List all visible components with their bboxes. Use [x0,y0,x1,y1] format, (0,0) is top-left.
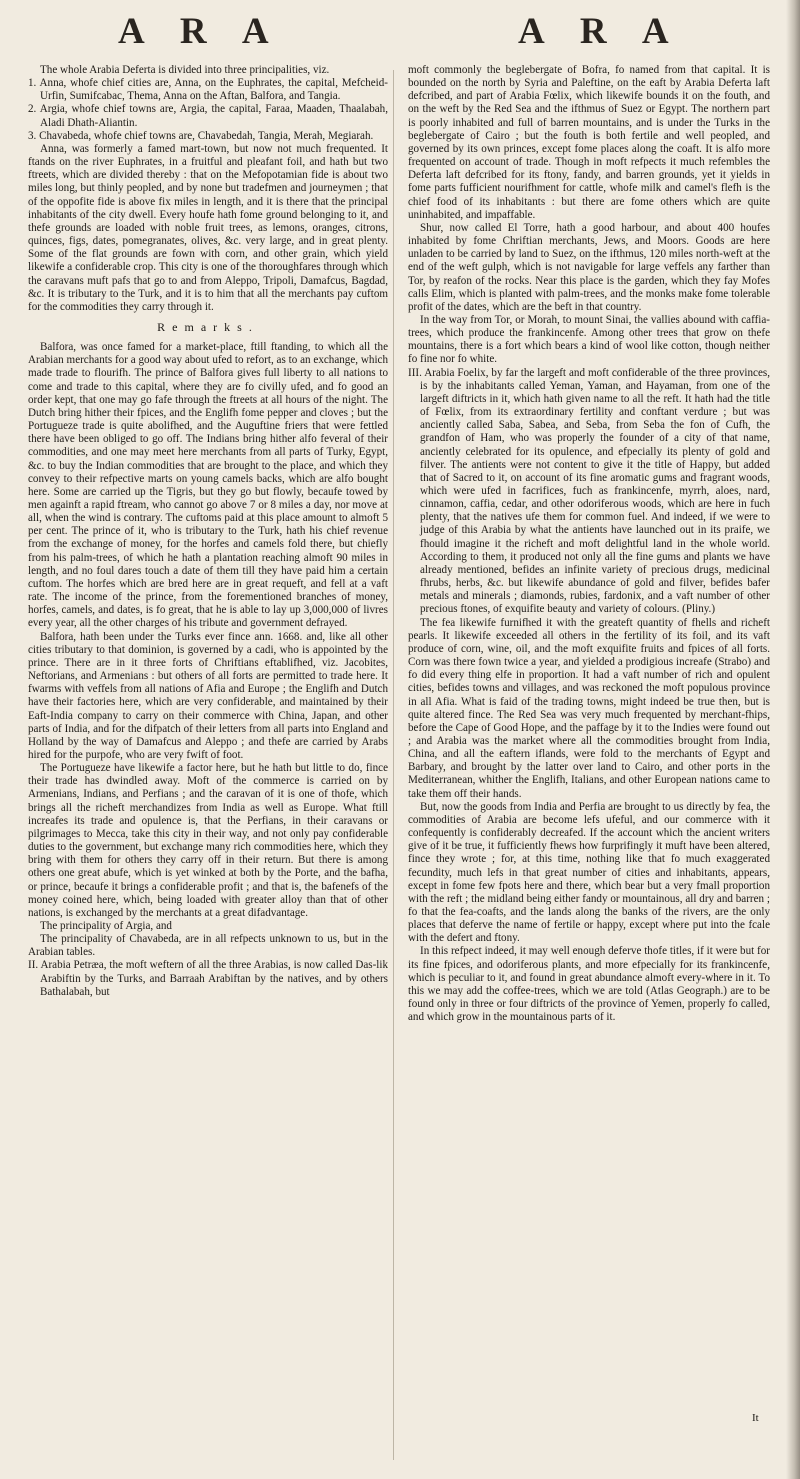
left-paragraph: Anna, was formerly a famed mart-town, but now not much frequented. It ftands on the river Euphrates, in a fruitful and pleafant foil, and hath but two ftreets, which are divided thereby : that on the Mefopotamian fide is about two miles long, but thinly peopled, and by none but tradefmen and journeymen ; that of the oppofite fide is above fix miles in length, and it is there that the principal inhabitants of the city dwell. Every houfe hath fome ground belonging to it, and thefe grounds are loaded with noble fruit trees, as lemons, oranges, citrons, quinces, figs, dates, pomegranates, olives, &c. very large, and in great plenty. Some of the flat grounds are fown with corn, and other grain, which yield likewife a confiderable crop. This city is one of the thoroughfares through which the caravans muft pafs that go to and from Aleppo, Tripoli, Damafcus, Bagdad, &c. It is tributary to the Turk, and it is to him that all the merchants pay cuftom for the commodities they carry through it. [28,142,388,313]
left-paragraph: The principality of Argia, and [40,920,172,932]
right-paragraph: Shur, now called El Torre, hath a good harbour, and about 400 houfes inhabited by fome Chriftian merchants, Jews, and Moors. Goods are here unladen to be carried by land to Suez, on the ifthmus, 120 miles north-weft at the end of the weft gulph, which is not navigable for large veffels any farther than Tor, by reafon of the rocks. Near this place is the garden, which they fay Mofes calls Elim, which is planted with palm-trees, and the monks make fome tolerable profit of the dates, which are the beft in that country. [408,221,770,313]
left-paragraph: Balfora, was once famed for a market-place, ftill ftanding, to which all the Arabian merchants for a good way about ufed to refort, as to an exchange, which made trade to flourifh. The prince of Balfora gives full liberty to all nations to come and trade to this capital, where they are fo civilly ufed, and fo good an order kept, that one may go fafe through the ftreets at all hours of the night. The Dutch bring hither their fpices, and the Englifh fome pepper and cloves ; but the Portugueze trade is quite abolifhed, and the Auguftine friers that were fettled there have been obliged to go off. The Indians bring hither alfo feveral of their commodities, and one may meet here merchants from all parts of Turky, Egypt, &c. to buy the Indian commodities that are brought to the place, and which they convey to their refpective marts on young camels backs, which are alfo bought here. Some are carried up the Tigris, but they go but flowly, becaufe towed by men againft a rapid ftream, who cannot go above 7 or 8 miles a day, nor move at all, when the wind is contrary. The cuftoms paid at this place amount to almoft 5 per cent. The prince of it, who is tributary to the Turk, hath his chief revenue from the exchange of money, for the horfes and camels fold there, but chiefly from his palm-trees, of which he hath a plantation reaching almoft 90 miles in length, and no foul dares touch a date of them till they have paid him a certain cuftom. The horfes which are bred here are in great requeft, and fell at a vaft rate. The income of the prince, from the forementioned branches of money, horfes, camels, and dates, is fo great, that he is able to lay up 3,000,000 of livres every year, all the other charges of his tribute and government defrayed. [28,341,388,630]
left-paragraph: Balfora, hath been under the Turks ever fince ann. 1668. and, like all other cities tributary to that dominion, is governed by a cadi, who is appointed by the prince. There are in it three forts of Chriftians eftablifhed, viz. Jacobites, Neftorians, and Armenians : but others of all forts are permitted to trade here. It fwarms with veffels from all nations of Afia and Europe ; the Englifh and Dutch have their factories here, which are very confiderable, and maintained by their Eaft-India company to carry on their commerce with China, Japan, and other parts of India, and for the difpatch of their letters from all parts into England and Holland by the way of Damafcus and Aleppo ; and thefe are carried by Arabs hired for the purpofe, who are very fwift of foot. [28,630,388,761]
right-column [408,64,770,1464]
left-paragraph: II. Arabia Petræa, the moft weftern of all the three Arabias, is now called Das-lik Arabiftin by the Turks, and Barraah Arabiftan by the natives, and by others Bathalabah, but [28,959,388,998]
right-paragraph: In the way from Tor, or Morah, to mount Sinai, the vallies abound with caffia-trees, which produce the frankincenfe. Among other trees that grow on thefe mountains, there is a fort which bears a kind of wool like cotton, though neither fo fine nor fo white. [408,313,770,366]
right-paragraph: moft commonly the beglebergate of Bofra, fo named from that capital. It is bounded on the north by Syria and Paleftine, on the eaft by Arabia Deferta laft defcribed, and part of Arabia Fœlix, which likewife bounds it on the fouth, and on the weft by the Red Sea and the ifthmus of Suez or Egypt. The northern part is poorly inhabited and full of barren mountains, and is under the Turks in the beglebergate of Cairo ; but the fouth is both fertile and well peopled, and governed by its own princes, except fome places along the coaft. It is alfo more frequented on account of trade. Though in moft refpects it much refembles the Deferta laft defcribed for its ftony, fandy, and barren grounds, yet it yields in fome parts fufficient nourifhment for cattle, whofe milk and camel's flefh is the chief food of its inhabitants : but there are fome others which are quite uninhabited, and impaffable. [408,64,770,221]
running-head [0,10,800,60]
left-paragraph: The Portugueze have likewife a factor here, but he hath but little to do, fince their trade has dwindled away. Moft of the commerce is carried on by Armenians, Indians, and Perfians ; and the caravan of it is one of thofe, which brings all the richeft merchandizes from India as well as Europe. What ftill increafes its trade and opulence is, that the Perfians, in their caravans or pilgrimages to Mecca, take this city in their way, and not only pay confiderable duties to the government, but exchange many rich commodities here, which they bring with them for others they carry off in their return. But there is among others one great abufe, which is yet winked at both by the Porte, and the bafha, or prince, becaufe it brings a confiderable profit ; and that is, the bafenefs of the money coined here, which, being loaded with greater alloy than that of other nations, is exchanged by the merchants at a great difadvantage. [28,762,388,919]
left-paragraph: 1. Anna, whofe chief cities are, Anna, on the Euphrates, the capital, Mefcheid-Urfin, Sumifcabac, Thema, Anna on the Aftan, Balfora, and Tangia. [28,77,388,103]
left-paragraph: 2. Argia, whofe chief towns are, Argia, the capital, Faraa, Maaden, Thaalabah, Aladi Dhath-Aliantin. [28,103,388,129]
left-paragraph: The principality of Chavabeda, are in all refpects unknown to us, but in the Arabian tables. [28,933,388,959]
running-head-left: A R A [118,11,283,52]
right-paragraph: The fea likewife furnifhed it with the greateft quantity of fhells and richeft pearls. It likewife exceeded all others in the fertility of its foil, and its vaft produce of corn, wine, oil, and the moft exquifite fruits and fpices of all forts. Corn was there fown twice a year, and yielded a prodigious increafe (Strabo) and fo did every thing elfe in proportion. It had a vaft number of rich and opulent cities, befides towns and villages, and was reckoned the moft populous province in all Afia. What is faid of the trading towns, might indeed be true then, but is quite altered fince. The Red Sea was very much frequented by merchant-fhips, before the Cape of Good Hope, and the paffage by it to the Indies were found out ; and Arabia was the market where all the commodities brought from India, China, and all the eaftern iflands, were fold to the merchants of Egypt and Barbary, and brought by the latter over land to Cairo, and other ports in the Mediterranean, whither the Englifh, Italians, and other European nations came to take them off their hands. [408,616,770,800]
right-paragraph: III. Arabia Foelix, by far the largeft and moft confiderable of the three provinces, is by the inhabitants called Yeman, Yaman, and Hayaman, from one of the largeft diftricts in it, which hath given name to all the reft. It hath had the title of Fœlix, from its extraordinary fertility and conftant verdure ; but was anciently called Saba, Sabea, and Seba, from Seba the fon of Cufh, the grandfon of Ham, who was properly the founder of a city of that name, anciently celebrated for its opulence, and efpecially its plenty of gold and filver. The antients were not content to give it the title of Happy, but added that of Sacred to it, on account of its fine aromatic gums and fragrant woods, which were ufed in facrifices, fuch as frankincenfe, myrrh, aloes, nard, cinnamon, caffia, cedar, and other odoriferous woods, which are here in fuch plenty, that the natives ufe them for common fuel. And indeed, if we were to judge of this Arabia by what the antients have launched out in its praife, we fhould imagine it the richeft and moft delightful land in the whole world. According to them, it produced not only all the fine gums and plants we have already mentioned, befides an infinite variety of precious drugs, medicinal fhrubs, herbs, &c. but likewife abundance of gold and filver, befides bafer metals and minerals ; diamonds, rubies, fardonix, and a vaft number of other precious ftones, of exquifite beauty and variety of colours. (Pliny.) [408,366,770,616]
column-divider [393,70,394,1460]
right-paragraph: But, now the goods from India and Perfia are brought to us directly by fea, the commodities of Arabia are become lefs ufeful, and our commerce with it confequently is confiderably decreafed. If the account which the ancient writers give of it be true, it fufficiently fhews how furprifingly it muft have been altered, fince they wrote ; for, at this time, nothing like that fo much exaggerated fecundity, much lefs in that great number of cities and inhabitants, appears, except in fome few fpots here and there, which bear but a very fmall proportion with the reft ; the midland being either fandy or mountainous, all dry and barren ; fo that the fea-coafts, and the lands along the banks of the rivers, are the only places that deferve the name of fertile or happy, except where put into the fcale with the defert and ftony. [408,800,770,945]
left-column [28,64,388,1464]
catchword: It [752,1412,759,1424]
section-heading: Remarks. [157,319,259,334]
right-paragraph: In this refpect indeed, it may well enough deferve thofe titles, if it were but for its fine fpices, and odoriferous plants, and more efpecially for its frankincenfe, which is peculiar to it, and found in great abundance almoft every-where in it. To this we may add the coffee-trees, which we are told (Atlas Geograph.) are to be found only in three or four diftricts of the province of Yemen, properly fo called, and which grow in the mountainous parts of it. [408,945,770,1024]
left-paragraph: The whole Arabia Deferta is divided into three principalities, viz. [40,64,330,76]
page-edge-shadow [786,0,800,1479]
left-paragraph: 3. Chavabeda, whofe chief towns are, Chavabedah, Tangia, Merah, Megiarah. [28,129,374,142]
running-head-right: A R A [518,11,683,52]
